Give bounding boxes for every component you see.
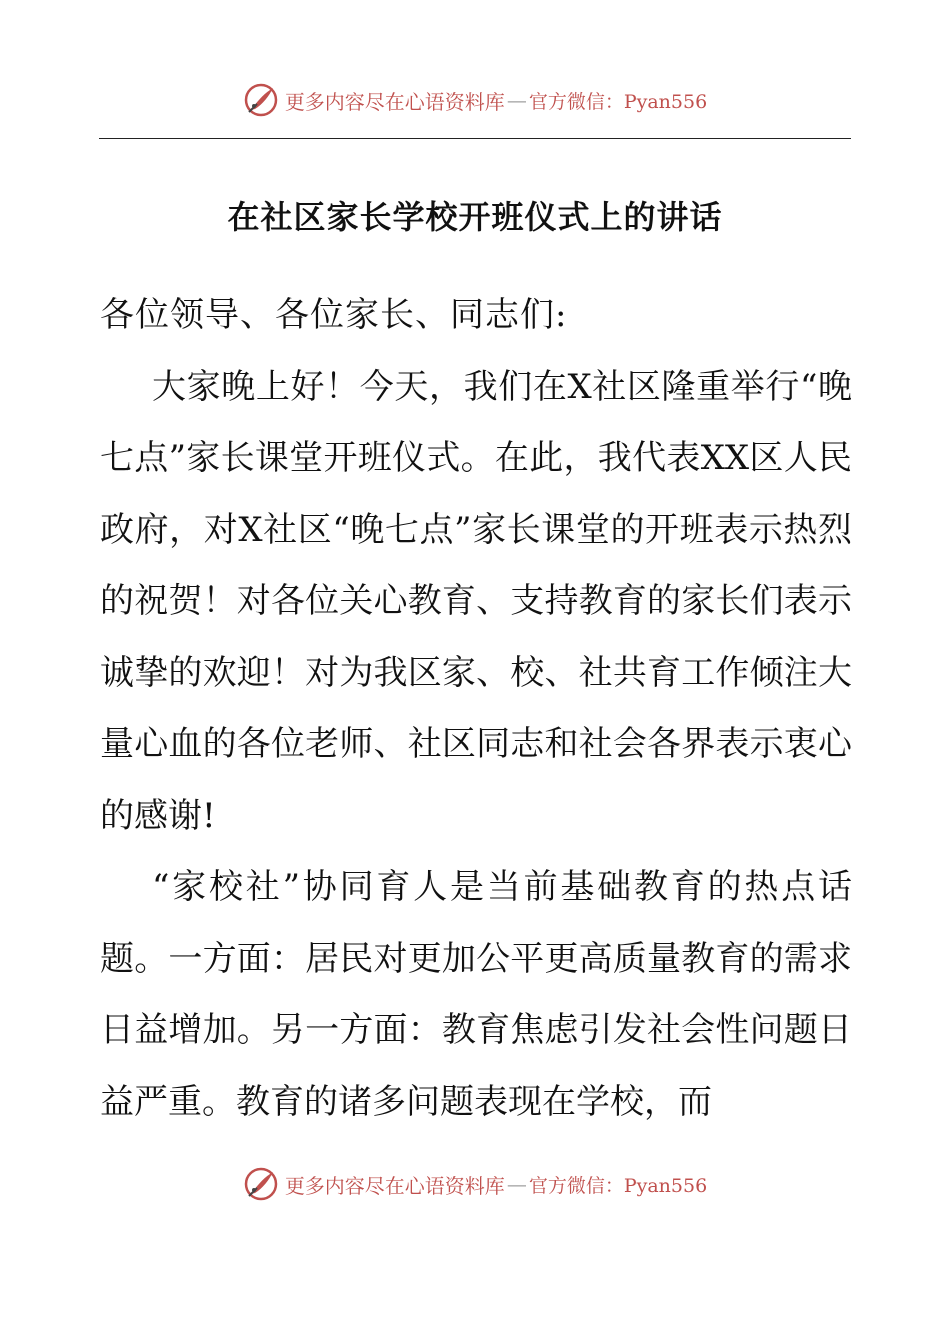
quill-logo-icon [243,82,279,118]
banner-text: 更多内容尽在心语资料库 [284,89,505,114]
footer-banner [0,1160,950,1208]
banner-text: 更多内容尽在心语资料库 [284,1173,505,1198]
salutation: 各位领导、各位家长、同志们: [100,295,568,335]
header-banner [0,76,950,124]
document-title: 在社区家长学校开班仪式上的讲话 [227,198,723,236]
banner-wechat: 官方微信：Pyan556 [528,1174,708,1197]
banner-wechat: 官方微信：Pyan556 [528,90,708,113]
paragraph-2: “家校社”协同育人是当前基础教育的热点话题。一方面：居民对更加公平更高质量教育的需求日益增加。另一方面：教育焦虑引发社会性问题日益严重。教育的诸多问题表现在学校，而 [100,867,852,1122]
header-rule [99,138,851,139]
banner-separator: — [506,88,527,112]
quill-logo-icon [243,1166,279,1202]
paragraph-1: 大家晚上好！今天，我们在X社区隆重举行“晚七点”家长课堂开班仪式。在此，我代表XX区人民政府，对X社区“晚七点”家长课堂的开班表示热烈的祝贺！对各位关心教育、支持教育的家长们表示诚挚的欢迎！对为我区家、校、社共育工作倾注大量心血的各位老师、社区同志和社会各界表示衷心的感谢! [100,366,852,836]
document-body [100,280,852,1138]
banner-separator: — [506,1172,527,1196]
